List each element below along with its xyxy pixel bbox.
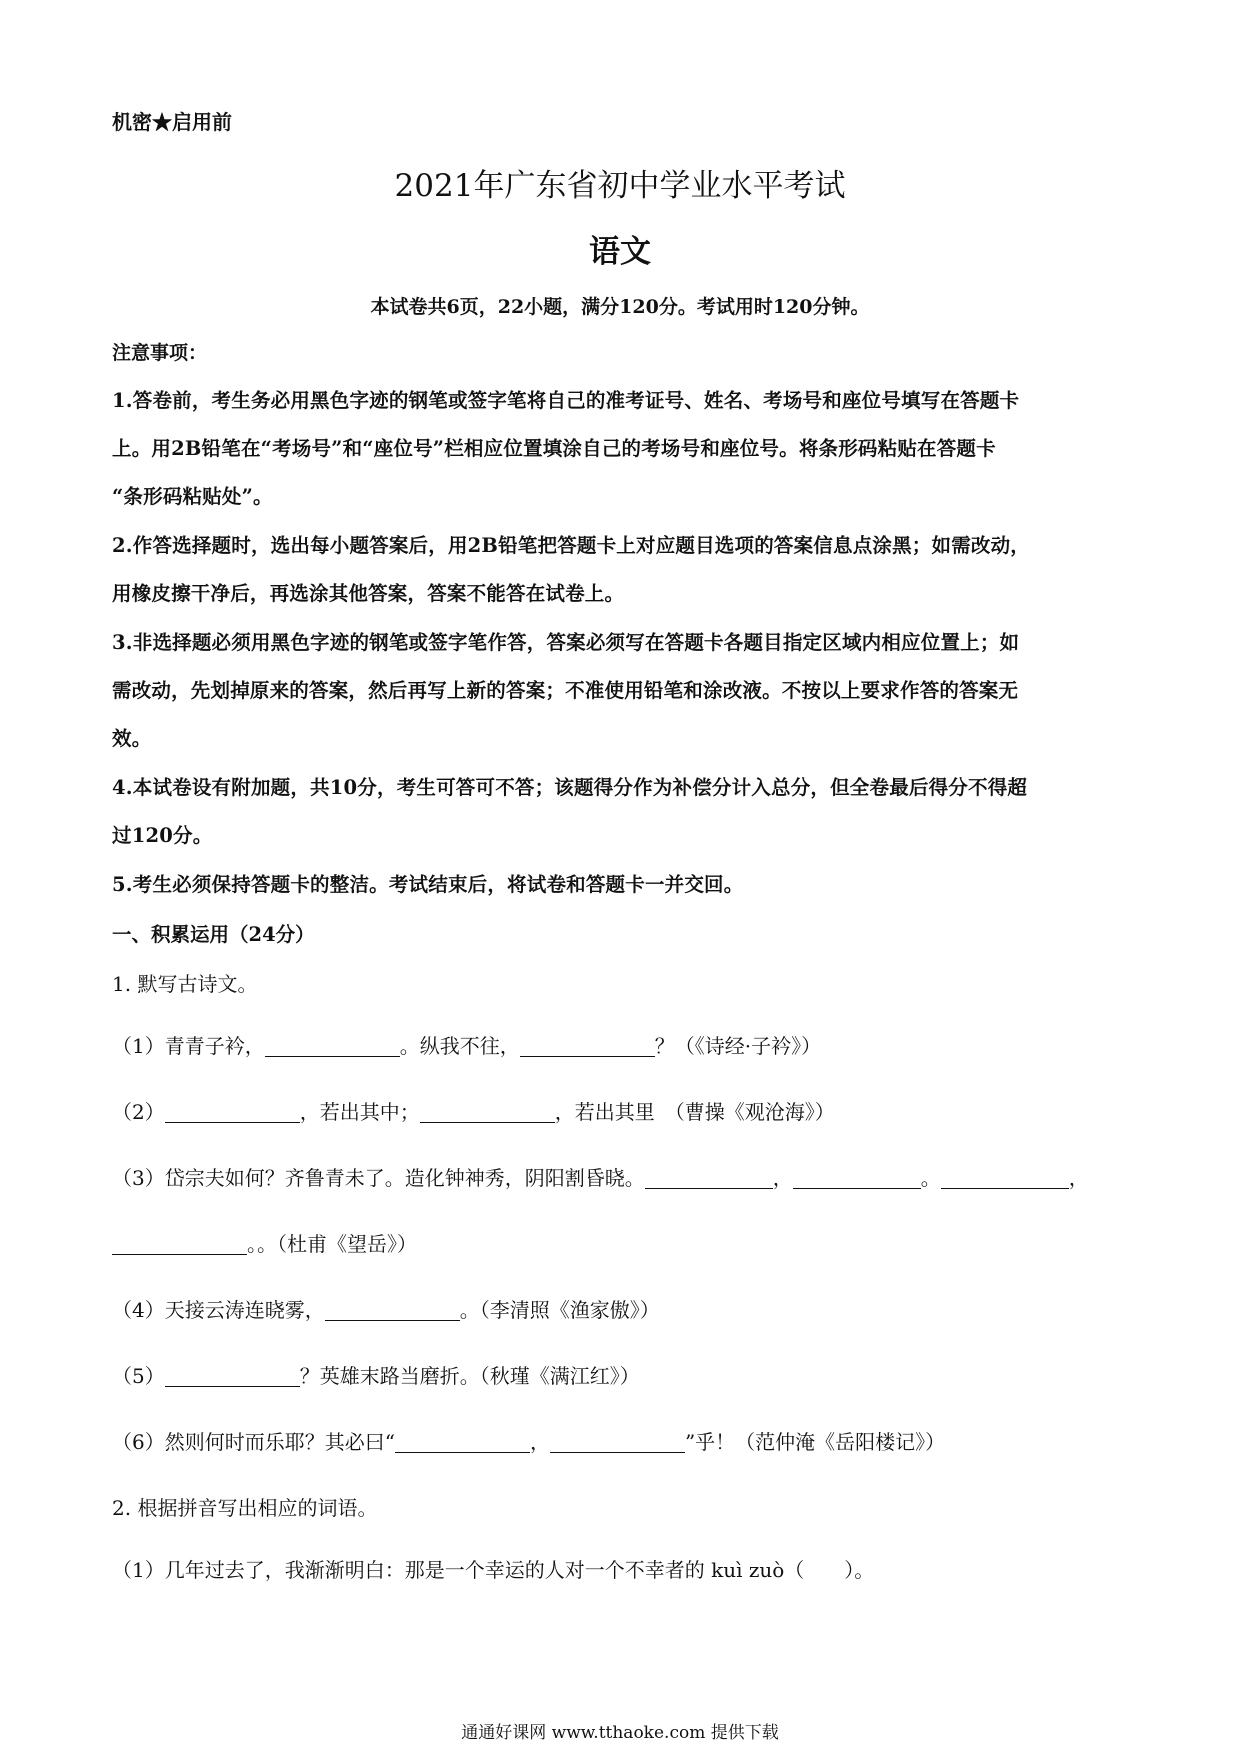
notice-line: 上。用2B铅笔在“考场号”和“座位号”栏相应位置填涂自己的考场号和座位号。将条形码粘贴在答题卡 (112, 437, 996, 460)
answer-blank[interactable] (395, 1430, 530, 1453)
answer-blank[interactable] (265, 1034, 400, 1057)
text-segment: 。 (920, 1166, 941, 1190)
question-2-1: （1）几年过去了，我渐渐明白：那是一个幸运的人对一个不幸者的 kuì zuò（ ）。 (112, 1558, 875, 1582)
exam-title: 2021年广东省初中学业水平考试 (394, 168, 846, 204)
text-segment: ，若出其里 （曹操《观沧海》） (554, 1100, 835, 1124)
text-segment: 。。（杜甫《望岳》） (247, 1232, 417, 1256)
question-1-4 (112, 1294, 660, 1323)
text-segment: （6）然则何时而乐耶？其必曰“ (112, 1430, 395, 1454)
question-1-3-cont (112, 1228, 417, 1257)
text-segment: 。纵我不往， (399, 1034, 520, 1058)
question-1-3 (112, 1162, 1089, 1191)
notice-line: 用橡皮擦干净后，再选涂其他答案，答案不能答在试卷上。 (112, 582, 625, 605)
notice-line: 5.考生必须保持答题卡的整洁。考试结束后，将试卷和答题卡一并交回。 (112, 873, 744, 896)
notice-line: 1.答卷前，考生务必用黑色字迹的钢笔或签字笔将自己的准考证号、姓名、考场号和座位号填写在答题卡 (112, 389, 1020, 412)
answer-blank[interactable] (112, 1232, 247, 1255)
answer-blank[interactable] (550, 1430, 685, 1453)
notice-line: 3.非选择题必须用黑色字迹的钢笔或签字笔作答，答案必须写在答题卡各题目指定区域内相应位置上；如 (112, 631, 1020, 654)
question-2-stem: 2. 根据拼音写出相应的词语。 (112, 1496, 378, 1520)
question-1-stem: 1. 默写古诗文。 (112, 972, 258, 996)
notice-line: 效。 (112, 727, 152, 750)
text-segment: 。（李清照《渔家傲》） (459, 1298, 660, 1322)
answer-blank[interactable] (793, 1166, 921, 1189)
text-segment: ， (529, 1430, 550, 1454)
question-1-1 (112, 1030, 821, 1059)
notice-line: 过120分。 (112, 824, 213, 847)
question-1-5 (112, 1360, 640, 1389)
exam-info: 本试卷共6页，22小题，满分120分。考试用时120分钟。 (370, 296, 870, 318)
text-segment: （1）青青子衿， (112, 1034, 265, 1058)
question-1-2 (112, 1096, 835, 1125)
notice-heading: 注意事项： (112, 342, 208, 364)
answer-blank[interactable] (520, 1034, 655, 1057)
text-segment: ，若出其中； (299, 1100, 420, 1124)
text-segment: ”乎！（范仲淹《岳阳楼记》） (684, 1430, 946, 1454)
answer-blank[interactable] (165, 1100, 300, 1123)
exam-subject: 语文 (589, 234, 651, 270)
text-segment: （2） (112, 1100, 165, 1124)
text-segment: （4）天接云涛连晓雾， (112, 1298, 325, 1322)
notice-line: 需改动，先划掉原来的答案，然后再写上新的答案；不准使用铅笔和涂改液。不按以上要求作答的答案无 (112, 679, 1019, 702)
confidential-label: 机密★启用前 (112, 110, 232, 134)
question-1-6 (112, 1426, 945, 1455)
answer-blank[interactable] (645, 1166, 773, 1189)
text-segment: ？英雄末路当磨折。（秋瑾《满江红》） (299, 1364, 640, 1388)
notice-line: 2.作答选择题时，选出每小题答案后，用2B铅笔把答题卡上对应题目选项的答案信息点涂黑；如需改动， (112, 534, 1031, 557)
notice-line: 4.本试卷设有附加题，共10分，考生可答可不答；该题得分作为补偿分计入总分，但全卷最后得分不得超 (112, 776, 1028, 799)
text-segment: （3）岱宗夫如何？齐鲁青未了。造化钟神秀，阴阳割昏晓。 (112, 1166, 645, 1190)
answer-blank[interactable] (165, 1364, 300, 1387)
page-footer: 通通好课网 www.tthaoke.com 提供下载 (461, 1723, 779, 1743)
answer-blank[interactable] (420, 1100, 555, 1123)
text-segment: ？（《诗经·子衿》） (654, 1034, 822, 1058)
text-segment: ， (1068, 1166, 1089, 1190)
answer-blank[interactable] (941, 1166, 1069, 1189)
notice-line: “条形码粘贴处”。 (112, 485, 273, 508)
answer-blank[interactable] (325, 1298, 460, 1321)
section-heading: 一、积累运用（24分） (112, 923, 315, 946)
text-segment: （5） (112, 1364, 165, 1388)
text-segment: ， (772, 1166, 793, 1190)
